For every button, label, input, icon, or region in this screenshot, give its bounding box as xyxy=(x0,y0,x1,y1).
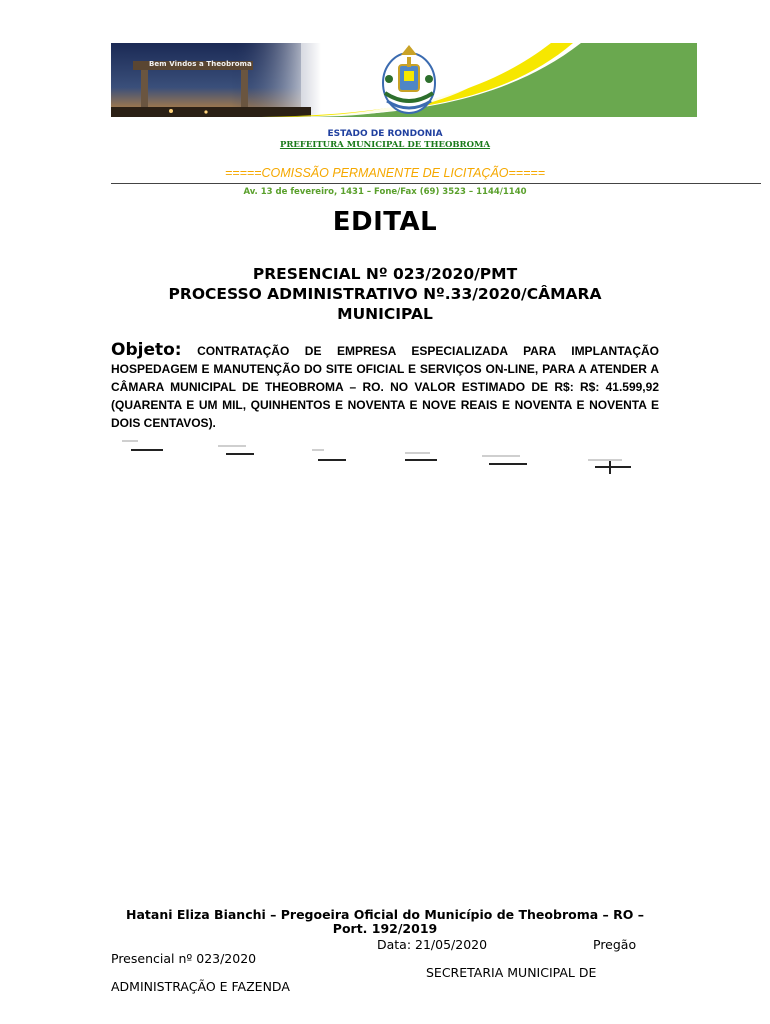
object-text: CONTRATAÇÃO DE EMPRESA ESPECIALIZADA PARA IMPLANTAÇÃO HOSPEDAGEM E MANUTENÇÃO DO SITE OFICIAL E SERVIÇOS ON-LINE, PARA A ATENDER A CÂMARA MUNICIPAL DE THEOBROMA – RO. NO VALOR ESTIMADO DE R$: R$: 41.599,92 (QUARENTA E UM MIL, QUINHENTOS E NOVENTA E NOVE REAIS E NOVENTA E NOVENTA E DOIS CENTAVOS). xyxy=(111,344,659,430)
footer-secretaria: SECRETARIA MUNICIPAL DE xyxy=(426,965,597,980)
footer-date: Data: 21/05/2020 xyxy=(377,937,488,952)
gate-sign-text: Bem Vindos a Theobroma xyxy=(149,60,252,68)
object-label: Objeto: xyxy=(111,340,182,360)
signatory-name: Hatani Eliza Bianchi – Pregoeira Oficial do Município de Theobroma – RO – xyxy=(126,907,644,922)
prefecture-name: PREFEITURA MUNICIPAL DE THEOBROMA xyxy=(279,140,491,150)
signatory-portaria: Port. 192/2019 xyxy=(332,921,438,936)
footer-administracao: ADMINISTRAÇÃO E FAZENDA xyxy=(111,979,290,994)
state-name: ESTADO DE RONDONIA xyxy=(327,129,443,139)
footer-pregao: Pregão xyxy=(593,937,637,952)
scan-marks xyxy=(0,0,770,480)
subtitle-municipal: MUNICIPAL xyxy=(337,305,433,323)
commission-heading: =====COMISSÃO PERMANENTE DE LICITAÇÃO===== xyxy=(224,166,546,180)
subtitle-processo: PROCESSO ADMINISTRATIVO Nº.33/2020/CÂMARA xyxy=(168,285,602,303)
document-title: EDITAL xyxy=(332,207,438,237)
footer-presencial: Presencial nº 023/2020 xyxy=(111,951,257,966)
address-line: Av. 13 de fevereiro, 1431 – Fone/Fax (69) 3523 – 1144/1140 xyxy=(243,187,527,197)
signatory-block xyxy=(0,908,770,936)
subtitle-presencial: PRESENCIAL Nº 023/2020/PMT xyxy=(252,265,518,283)
